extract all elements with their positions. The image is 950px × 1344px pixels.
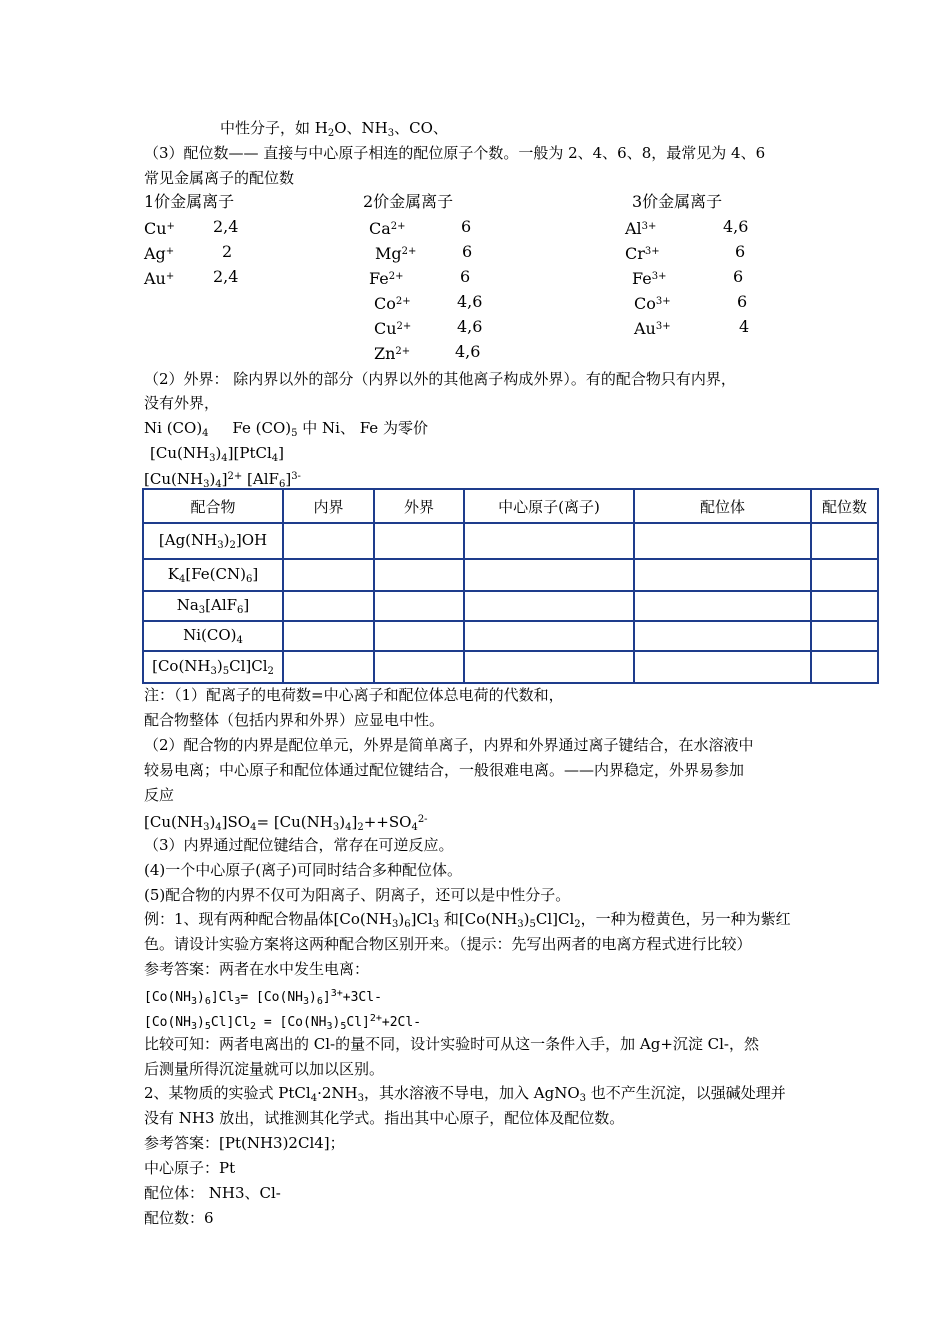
ion-cn: 4,6 (455, 342, 481, 361)
ion-cn: 2,4 (213, 267, 239, 286)
header-cell: 配位数 (811, 489, 878, 523)
empty-cell (811, 523, 878, 559)
ion-row: Au+ (144, 269, 175, 288)
ion-row: $Fe^{3+}$ (632, 269, 667, 288)
compare-1: 比较可知：两者电离出的 Cl-的量不同，设计实验时可从这一条件入手，加 Ag+沉淀 Cl-，然 (144, 1035, 759, 1053)
example-2a: 2、某物质的实验式 $PtCl_4\cdot 2NH_3$，其水溶液不导电，加入 AgNO$_3$ 也不产生沉淀，以强碱处理并 (144, 1084, 786, 1104)
ion-cn: 4,6 (457, 292, 483, 311)
ion-row: Ag+ (144, 244, 175, 263)
common-metal-ions-heading: 常见金属离子的配位数 (144, 169, 295, 187)
header-cell: 配合物 (143, 489, 283, 523)
compare-2: 后测量所得沉淀量就可以加以区别。 (144, 1060, 385, 1078)
answer-2: 参考答案：[Pt(NH3)2Cl4]； (144, 1134, 345, 1152)
note-1: 注：（1）配离子的电荷数=中心离子和配位体总电荷的代数和， (144, 686, 564, 704)
empty-cell (374, 591, 464, 621)
ion-cn: 6 (462, 242, 473, 261)
empty-cell (374, 559, 464, 591)
empty-cell (811, 651, 878, 683)
ion-cn: 2,4 (213, 217, 239, 236)
example-2b: 没有 NH3 放出，试推测其化学式。指出其中心原子，配位体及配位数。 (144, 1109, 625, 1127)
empty-cell (811, 591, 878, 621)
ion-row: Cu+ (144, 219, 175, 238)
formula-cu-al: $[Cu(NH_3)_4]^{2+}$ $[AlF_6]^{3-}$ (144, 470, 301, 490)
complex-cell: $[Ag(NH_3)_2]OH$ (143, 523, 283, 559)
ion-row: $Al^{3+}$ (625, 219, 657, 238)
table-row (143, 621, 878, 651)
empty-cell (283, 523, 374, 559)
answer-1: 参考答案：两者在水中发生电离： (144, 960, 370, 978)
header-cell: 配位体 (634, 489, 811, 523)
group-title-3: 3价金属离子 (632, 192, 723, 211)
header-cell: 外界 (374, 489, 464, 523)
ionization-equation: $[Cu(NH_3)_4]SO_4= [Cu(NH_3)_4]_2++SO_4^{2-}$ (144, 813, 428, 833)
ion-row: $Fe^{2+}$ (369, 269, 404, 288)
ion-cn: 6 (733, 267, 744, 286)
equation-1: $[Co(NH_3)_6]Cl_3= [Co(NH_3)_6]^{3+}+3Cl-$ (144, 988, 382, 1007)
empty-cell (464, 523, 634, 559)
ion-row: $Ca^{2+}$ (369, 219, 406, 238)
formula-cu-pt: $[Cu(NH_3)_4][PtCl_4]$ (150, 444, 285, 464)
empty-cell (283, 559, 374, 591)
ion-row: $Zn^{2+}$ (374, 344, 411, 363)
complex-cell: $Na_3[AlF_6]$ (143, 591, 283, 621)
equation-2: $[Co(NH_3)_5Cl]Cl_2 = [Co(NH_3)_5Cl]^{2+}+2Cl-$ (144, 1013, 422, 1032)
neutral-molecules-line: 中性分子，如 $H_2O$、$NH_3$、CO、 (220, 119, 448, 139)
ion-cn: 6 (461, 217, 472, 236)
outer-sphere-a: （2）外界： 除内界以外的部分（内界以外的其他离子构成外界）。有的配合物只有内界， (144, 370, 736, 388)
ion-cn: 6 (460, 267, 471, 286)
empty-cell (634, 651, 811, 683)
empty-cell (374, 651, 464, 683)
note-1b: 配合物整体（包括内界和外界）应显电中性。 (144, 711, 445, 729)
empty-cell (811, 621, 878, 651)
group-title-2: 2价金属离子 (363, 192, 454, 211)
ion-row: $Cu^{2+}$ (374, 319, 412, 338)
empty-cell (464, 651, 634, 683)
example-1b: 色。请设计实验方案将这两种配合物区别开来。（提示：先写出两者的电离方程式进行比较） (144, 935, 752, 953)
coordination-number: 配位数：6 (144, 1209, 214, 1227)
note-2c: 反应 (144, 786, 175, 804)
complex-cell: $Ni(CO)_4$ (143, 621, 283, 651)
empty-cell (634, 591, 811, 621)
header-cell: 内界 (283, 489, 374, 523)
empty-cell (634, 523, 811, 559)
empty-cell (811, 559, 878, 591)
empty-cell (464, 591, 634, 621)
note-4: (4)一个中心原子(离子)可同时结合多种配位体。 (144, 861, 462, 879)
ion-row: $Co^{3+}$ (634, 294, 671, 313)
empty-cell (283, 591, 374, 621)
ion-row: $Mg^{2+}$ (375, 244, 417, 263)
zero-valence-line: Ni $(CO)_4$ Fe $(CO)_5$ 中 Ni、 Fe 为零价 (144, 419, 428, 439)
note-2a: （2）配合物的内界是配位单元，外界是简单离子，内界和外界通过离子键结合，在水溶液中 (144, 736, 754, 754)
empty-cell (374, 621, 464, 651)
ion-cn: 6 (737, 292, 748, 311)
empty-cell (464, 621, 634, 651)
example-1a: 例：1、现有两种配合物晶体$[Co(NH_3)_6]Cl_3$ 和$[Co(NH_3)_5Cl]Cl_2$，一种为橙黄色，另一种为紫红 (144, 910, 791, 930)
ion-cn: 4 (739, 317, 750, 336)
empty-cell (634, 559, 811, 591)
ion-row: $Co^{2+}$ (374, 294, 411, 313)
empty-cell (634, 621, 811, 651)
ion-row: $Cr^{3+}$ (625, 244, 660, 263)
complex-table (142, 488, 879, 684)
ion-cn: 4,6 (457, 317, 483, 336)
complex-cell: $K_4[Fe(CN)_6]$ (143, 559, 283, 591)
group-title-1: 1价金属离子 (144, 192, 235, 211)
ion-cn: 4,6 (723, 217, 749, 236)
complex-cell: $[Co(NH_3)_5Cl]Cl_2$ (143, 651, 283, 683)
note-3: （3）内界通过配位键结合，常存在可逆反应。 (144, 836, 454, 854)
coordination-number-def: （3）配位数—— 直接与中心原子相连的配位原子个数。一般为 2、4、6、8，最常见为 4、6 (144, 144, 766, 162)
note-2b: 较易电离；中心原子和配位体通过配位键结合，一般很难电离。——内界稳定，外界易参加 (144, 761, 745, 779)
ligands: 配位体： NH3、Cl- (144, 1184, 281, 1202)
center-atom: 中心原子：Pt (144, 1159, 236, 1177)
ion-row: $Au^{3+}$ (634, 319, 671, 338)
table-row (143, 651, 878, 683)
note-5: (5)配合物的内界不仅可为阳离子、阴离子，还可以是中性分子。 (144, 886, 571, 904)
table-row (143, 523, 878, 559)
table-row (143, 591, 878, 621)
empty-cell (374, 523, 464, 559)
empty-cell (464, 559, 634, 591)
outer-sphere-b: 没有外界， (144, 394, 220, 412)
empty-cell (283, 621, 374, 651)
ion-cn: 2 (222, 242, 233, 261)
zero-valence-tail: 中 Ni、 Fe 为零价 (297, 419, 428, 437)
header-cell: 中心原子(离子) (464, 489, 634, 523)
table-row (143, 559, 878, 591)
empty-cell (283, 651, 374, 683)
ion-cn: 6 (735, 242, 746, 261)
